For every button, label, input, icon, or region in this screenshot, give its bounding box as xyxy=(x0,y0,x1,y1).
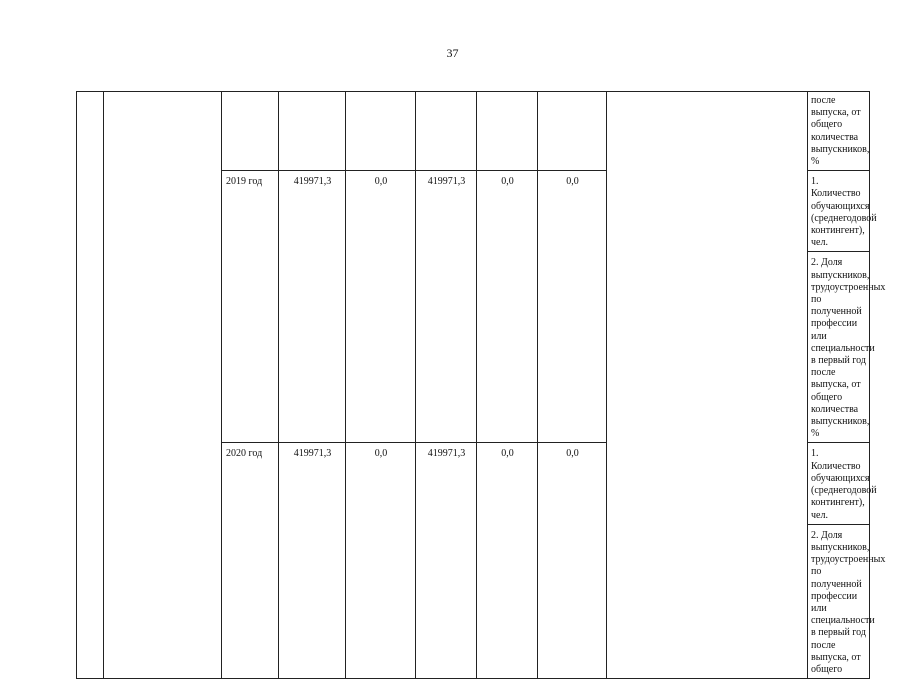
year-cell: 2020 год xyxy=(222,443,279,679)
amount-cell: 0,0 xyxy=(477,443,538,679)
total-cell: 419971,3 xyxy=(279,443,346,679)
indicator-text: 2. Доля выпускников, трудоустроенных по полученной профессии или специальности в первый год после выпуска, от общего xyxy=(808,524,870,678)
amount-cell xyxy=(416,92,477,171)
amount-cell xyxy=(477,92,538,171)
amount-cell: 419971,3 xyxy=(416,171,477,443)
amount-cell: 0,0 xyxy=(477,171,538,443)
amount-cell: 0,0 xyxy=(346,171,416,443)
indicator-text: 1. Количество обучающихся (среднегодовой контингент), чел. xyxy=(808,171,870,252)
amount-cell: 0,0 xyxy=(538,443,607,679)
amount-cell xyxy=(279,92,346,171)
responsible-cell xyxy=(607,92,808,679)
number-cell xyxy=(77,92,104,679)
indicator-text: 2. Доля выпускников, трудоустроенных по полученной профессии или специальности в первый год после выпуска, от общего количества выпускников, % xyxy=(808,252,870,443)
year-cell xyxy=(222,92,279,171)
indicator-text: после выпуска, от общего количества выпускников, % xyxy=(808,92,870,171)
indicator-text: 1. Количество обучающихся (среднегодовой контингент), чел. xyxy=(808,443,870,524)
page-number: 37 xyxy=(446,46,459,60)
program-table xyxy=(76,91,886,679)
amount-cell: 0,0 xyxy=(538,171,607,443)
year-cell: 2019 год xyxy=(222,171,279,443)
name-cell xyxy=(104,92,222,679)
table-row xyxy=(77,92,870,171)
total-cell: 419971,3 xyxy=(279,171,346,443)
amount-cell: 419971,3 xyxy=(416,443,477,679)
amount-cell xyxy=(346,92,416,171)
amount-cell xyxy=(538,92,607,171)
amount-cell: 0,0 xyxy=(346,443,416,679)
